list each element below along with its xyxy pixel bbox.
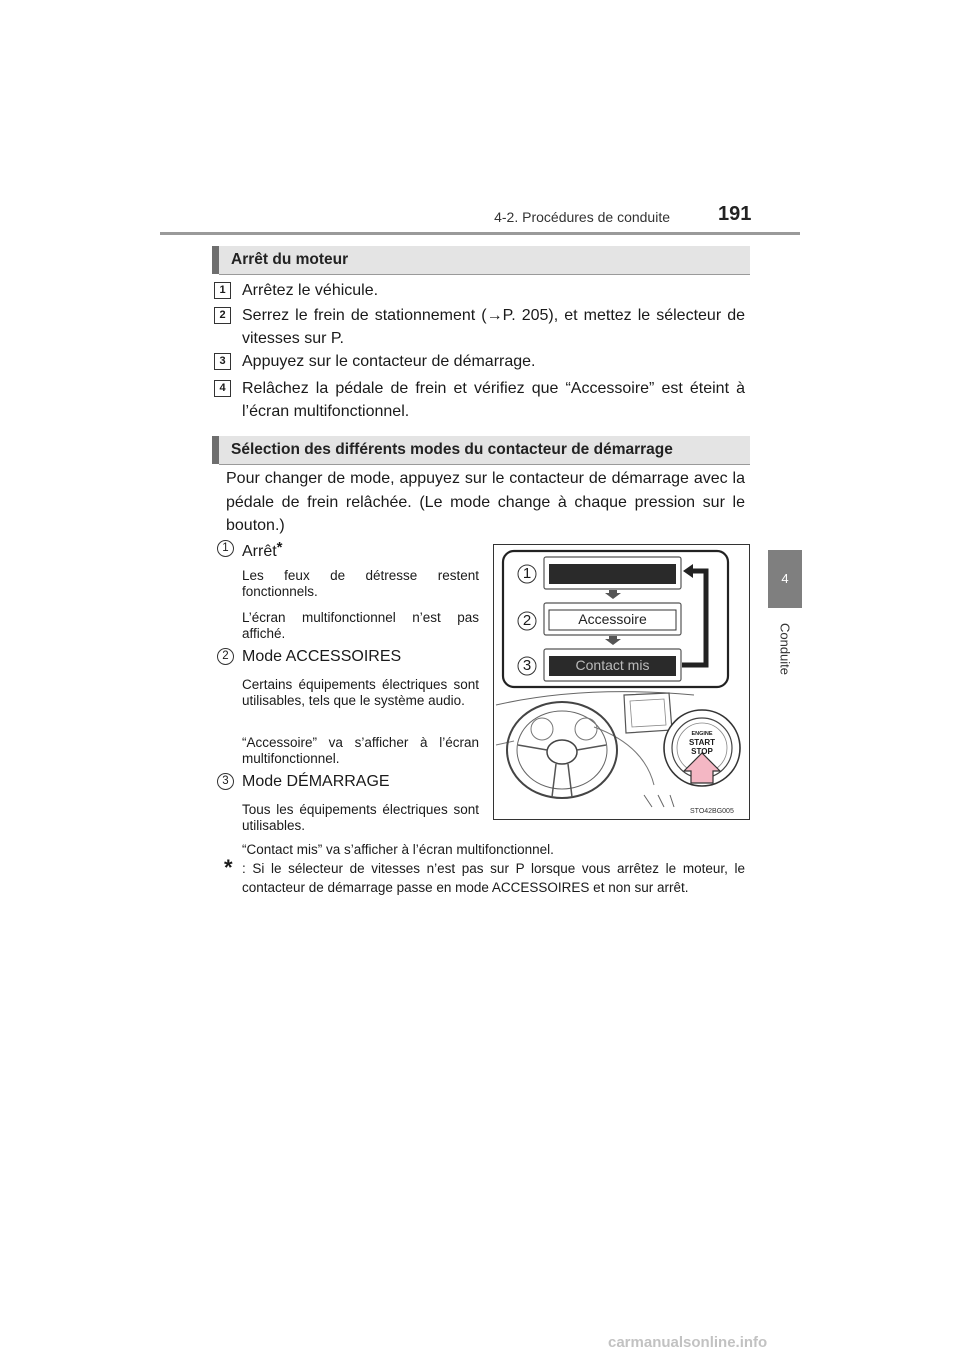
start-button-illustration bbox=[493, 544, 750, 820]
section-intro: Pour changer de mode, appuyez sur le contacteur de démarrage avec la pédale de frein relâchée. (Le mode change à chaque pression sur le bouton.) bbox=[226, 470, 745, 534]
step-number-2: 2 bbox=[214, 307, 231, 324]
header-rule bbox=[160, 232, 800, 235]
diagram-label-2: 2 bbox=[522, 612, 532, 629]
header-section: 4-2. Procédures de conduite bbox=[494, 209, 670, 225]
chapter-tab-label: Conduite bbox=[777, 622, 793, 676]
watermark: carmanualsonline.info bbox=[608, 1334, 768, 1351]
mode-title-demarrage: Mode DÉMARRAGE bbox=[242, 773, 390, 790]
section-heading-modes: Sélection des différents modes du contacteur de démarrage bbox=[212, 436, 750, 464]
mode-number-1: 1 bbox=[217, 540, 234, 557]
display-accessoire: Accessoire bbox=[578, 611, 647, 627]
step-text-4: Relâchez la pédale de frein et vérifiez que “Accessoire” est éteint à l’écran multifonctionnel. bbox=[242, 380, 745, 420]
button-text-stop: STOP bbox=[691, 747, 713, 756]
footnote-mark: * bbox=[276, 539, 283, 556]
mode-2-line-2: “Accessoire” va s’afficher à l’écran multifonctionnel. bbox=[242, 735, 479, 766]
step-text-3: Appuyez sur le contacteur de démarrage. bbox=[242, 353, 536, 370]
mode-3-line-1: Tous les équipements électriques sont utilisables. bbox=[242, 802, 479, 833]
button-text-engine: ENGINE bbox=[691, 731, 713, 737]
step-number-1: 1 bbox=[214, 282, 231, 299]
footnote-text: : Si le sélecteur de vitesses n’est pas sur P lorsque vous arrêtez le moteur, le contacteur de démarrage passe en mode ACCESSOIRES et non sur arrêt. bbox=[242, 861, 745, 895]
step-number-4: 4 bbox=[214, 380, 231, 397]
step-text-1: Arrêtez le véhicule. bbox=[242, 282, 379, 299]
section-heading-arret-moteur: Arrêt du moteur bbox=[212, 246, 750, 274]
step-text-2: Serrez le frein de stationnement (→P. 205), et mettez le sélecteur de vitesses sur P. bbox=[242, 307, 745, 347]
display-contact-mis: Contact mis bbox=[575, 657, 650, 673]
page-number: 191 bbox=[718, 203, 752, 225]
mode-3-line-2: “Contact mis” va s’afficher à l’écran multifonctionnel. bbox=[242, 842, 554, 857]
illustration-drawing bbox=[494, 545, 750, 820]
diagram-label-3: 3 bbox=[522, 657, 532, 674]
chapter-tab[interactable]: 4 bbox=[768, 550, 802, 608]
mode-1-line-1: Les feux de détresse restent fonctionnels. bbox=[242, 568, 479, 599]
mode-number-2: 2 bbox=[217, 648, 234, 665]
mode-title-accessoires: Mode ACCESSOIRES bbox=[242, 648, 402, 665]
diagram-label-1: 1 bbox=[522, 565, 532, 582]
mode-2-line-1: Certains équipements électriques sont utilisables, tels que le système audio. bbox=[242, 677, 479, 708]
mode-number-3: 3 bbox=[217, 773, 234, 790]
step-number-3: 3 bbox=[214, 353, 231, 370]
footnote-star: * bbox=[224, 855, 233, 880]
button-text-start: START bbox=[688, 738, 716, 747]
illustration-code: STO42BG005 bbox=[690, 808, 734, 815]
mode-title-arret: Arrêt* bbox=[242, 539, 283, 560]
mode-1-line-2: L’écran multifonctionnel n’est pas affiché. bbox=[242, 610, 479, 641]
